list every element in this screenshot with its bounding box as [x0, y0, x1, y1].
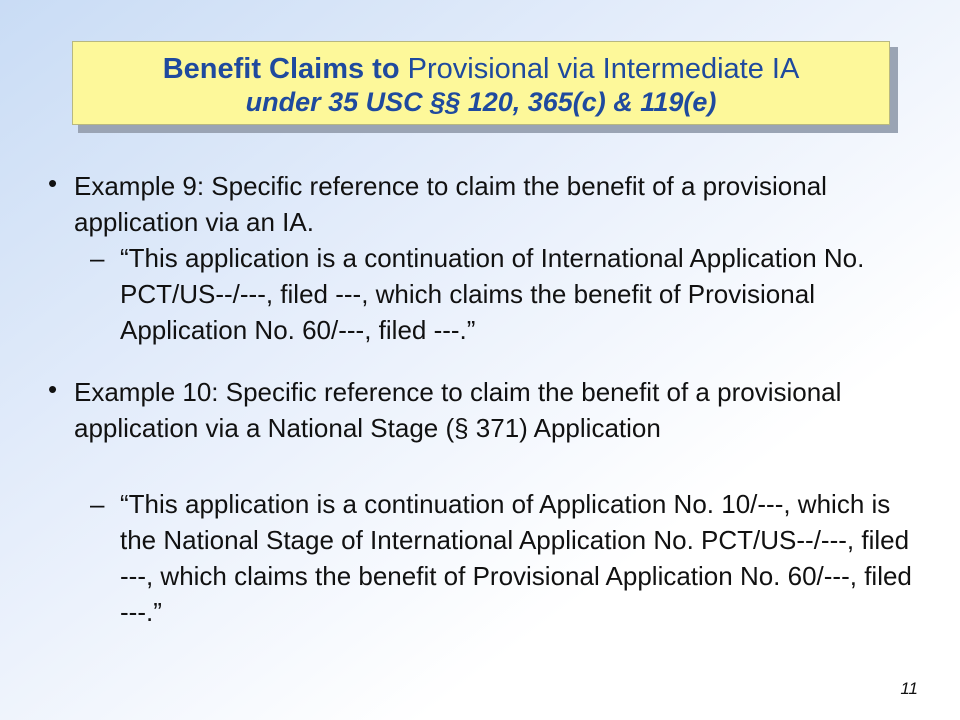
- sub-bullet-example-9: [90, 240, 920, 348]
- slide-subtitle: under 35 USC §§ 120, 365(c) & 119(e): [245, 87, 717, 117]
- bullet-marker: •: [48, 374, 58, 404]
- title-bold-part: Benefit Claims to: [162, 53, 400, 85]
- bullet-example-9: [48, 168, 914, 240]
- sub-bullet-text: “This application is a continuation of Application No. 10/---, which is the National Stage of International Application No. PCT/US--/---, filed ---, which claims the benefit of Provisional Application No. 60/---, filed ---.”: [120, 489, 912, 627]
- dash-marker: –: [90, 489, 105, 519]
- bullet-marker: •: [48, 168, 58, 198]
- sub-bullet-example-10: [90, 486, 920, 630]
- page-number: 11: [900, 679, 918, 698]
- sub-bullet-text: “This application is a continuation of International Application No. PCT/US--/---, filed ---, which claims the benefit of Provisional Application No. 60/---, filed ---.”: [120, 243, 865, 345]
- slide-title: [73, 52, 889, 86]
- title-normal-part: Provisional via Intermediate IA: [399, 53, 800, 85]
- title-box: [72, 41, 890, 125]
- bullet-text: Example 9: Specific reference to claim the benefit of a provisional application via an IA.: [74, 171, 827, 237]
- bullet-example-10: [48, 374, 914, 446]
- dash-marker: –: [90, 243, 105, 273]
- bullet-text: Example 10: Specific reference to claim the benefit of a provisional application via a National Stage (§ 371) Application: [74, 377, 842, 443]
